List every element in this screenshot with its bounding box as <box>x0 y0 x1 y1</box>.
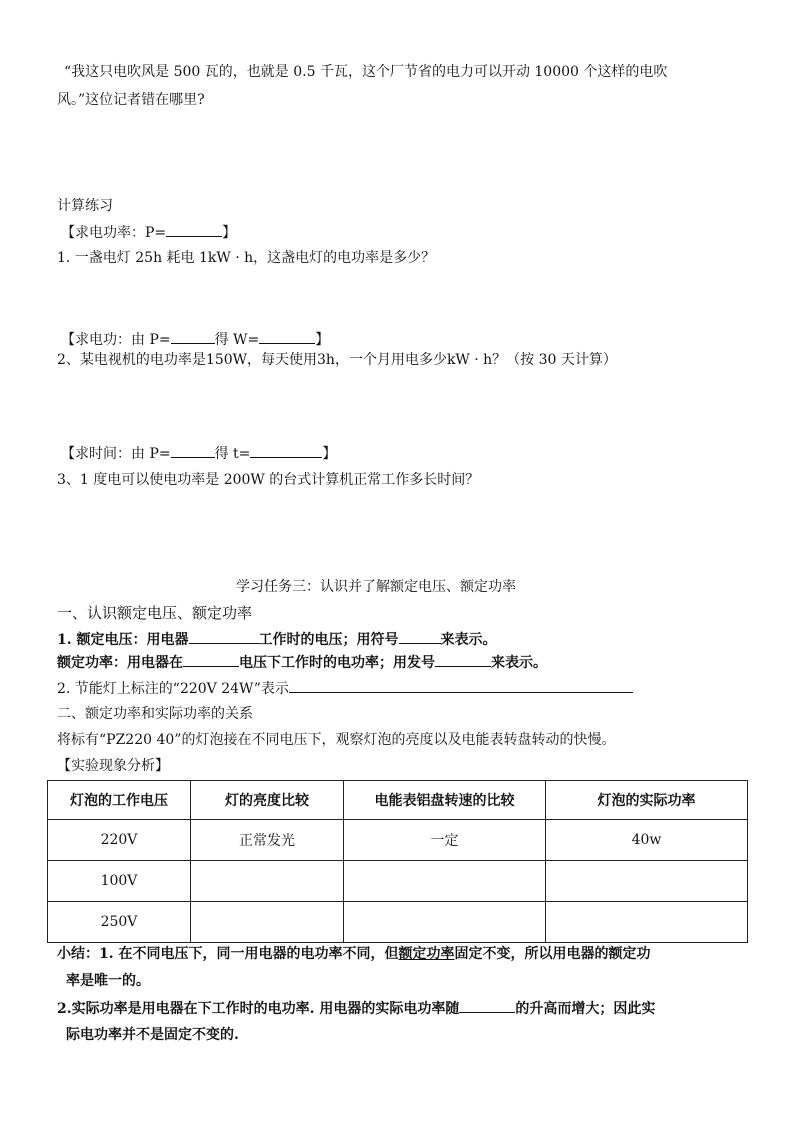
summary-2-line-2: 际电功率并不是固定不变的. <box>66 1027 239 1043</box>
summary-1-text-2: 固定不变，所以用电器的额定功 <box>454 946 651 962</box>
table-row <box>48 902 748 943</box>
experiment-table <box>47 780 748 943</box>
cell-meter-speed[interactable] <box>344 861 546 902</box>
header-brightness: 灯的亮度比较 <box>191 781 344 820</box>
question-2: 2、某电视机的电功率是150W，每天使用3h，一个月用电多少kW · h？（按 30 天计算） <box>57 352 617 368</box>
energy-lamp-blank[interactable] <box>289 678 633 693</box>
table-row <box>48 861 748 902</box>
summary-1-line-2: 率是唯一的。 <box>66 973 150 989</box>
cell-actual-power: 40w <box>546 820 748 861</box>
summary-1-underlined: 额定功率 <box>398 946 455 962</box>
cell-voltage: 100V <box>48 861 191 902</box>
cell-brightness[interactable] <box>191 861 344 902</box>
question-1: 1. 一盏电灯 25h 耗电 1kW · h，这盏电灯的电功率是多少？ <box>57 250 436 266</box>
rated-power-text-2: 电压下工作时的电功率；用发号 <box>239 655 435 671</box>
section-2-description: 将标有“PZ220 40”的灯泡接在不同电压下，观察灯泡的亮度以及电能表转盘转动的快慢。 <box>57 732 616 748</box>
summary-2-line-1 <box>57 998 655 1019</box>
summary-1-text: 小结：1. 在不同电压下，同一用电器的电功率不同，但 <box>57 946 399 962</box>
summary-2-text: 2.实际功率是用电器在下工作时的电功率. 用电器的实际电功率随 <box>57 1001 460 1017</box>
rated-voltage-text-3: 来表示。 <box>440 632 497 648</box>
cell-voltage: 250V <box>48 902 191 943</box>
cell-actual-power[interactable] <box>546 861 748 902</box>
power-formula-text: 【求电功率：P= <box>61 225 167 241</box>
time-formula-blank-t[interactable] <box>250 443 322 458</box>
cell-brightness[interactable] <box>191 902 344 943</box>
task3-title: 学习任务三：认识并了解额定电压、额定功率 <box>236 579 516 595</box>
header-actual-power: 灯泡的实际功率 <box>546 781 748 820</box>
intro-line-2: 风。”这位记者错在哪里? <box>57 92 205 108</box>
rated-voltage-text-2: 工作时的电压；用符号 <box>258 632 399 648</box>
work-formula-text-2: 得 W= <box>214 332 260 348</box>
power-formula-close: 】 <box>222 225 237 241</box>
cell-meter-speed: 一定 <box>344 820 546 861</box>
time-formula-text: 【求时间：由 P= <box>61 446 171 462</box>
rated-voltage-blank-2[interactable] <box>399 629 441 644</box>
power-formula-blank[interactable] <box>166 222 222 237</box>
table-header-row <box>48 781 748 820</box>
table-row <box>48 820 748 861</box>
cell-meter-speed[interactable] <box>344 902 546 943</box>
calc-heading: 计算练习 <box>57 198 113 214</box>
section-2-heading: 二、额定功率和实际功率的关系 <box>57 706 253 722</box>
work-formula-blank-w[interactable] <box>259 329 315 344</box>
cell-brightness: 正常发光 <box>191 820 344 861</box>
rated-power-text-3: 来表示。 <box>491 655 547 671</box>
header-voltage: 灯泡的工作电压 <box>48 781 191 820</box>
rated-voltage-text: 1. 额定电压：用电器 <box>57 632 189 648</box>
work-formula-text: 【求电功：由 P= <box>61 332 171 348</box>
time-formula-text-2: 得 t= <box>214 446 251 462</box>
rated-voltage-blank-1[interactable] <box>189 629 259 644</box>
work-formula-close: 】 <box>315 332 330 348</box>
rated-power-blank-1[interactable] <box>183 652 239 667</box>
analysis-heading: 【实验现象分析】 <box>57 758 169 774</box>
time-formula-blank-p[interactable] <box>171 443 215 458</box>
section-1-heading: 一、认识额定电压、额定功率 <box>57 604 253 622</box>
cell-voltage: 220V <box>48 820 191 861</box>
power-formula-label <box>61 222 236 243</box>
rated-power-blank-2[interactable] <box>435 652 491 667</box>
rated-power-text: 额定功率：用电器在 <box>57 655 183 671</box>
rated-power-item <box>57 652 547 673</box>
energy-lamp-text: 2. 节能灯上标注的“220V 24W”表示 <box>57 681 289 697</box>
time-formula-close: 】 <box>322 446 337 462</box>
intro-line-1: “我这只电吹风是 500 瓦的，也就是 0.5 千瓦，这个厂节省的电力可以开动 10000 个这样的电吹 <box>64 64 668 80</box>
rated-voltage-item <box>57 629 497 650</box>
cell-actual-power[interactable] <box>546 902 748 943</box>
work-formula-blank-p[interactable] <box>171 329 215 344</box>
summary-2-text-2: 的升高而增大；因此实 <box>515 1001 656 1017</box>
summary-2-blank[interactable] <box>459 998 515 1013</box>
energy-lamp-item <box>57 678 633 699</box>
question-3: 3、1 度电可以使电功率是 200W 的台式计算机正常工作多长时间？ <box>57 472 480 488</box>
header-meter-speed: 电能表铝盘转速的比较 <box>344 781 546 820</box>
work-formula-label <box>61 329 329 350</box>
summary-1-line-1 <box>57 944 651 964</box>
time-formula-label <box>61 443 336 464</box>
